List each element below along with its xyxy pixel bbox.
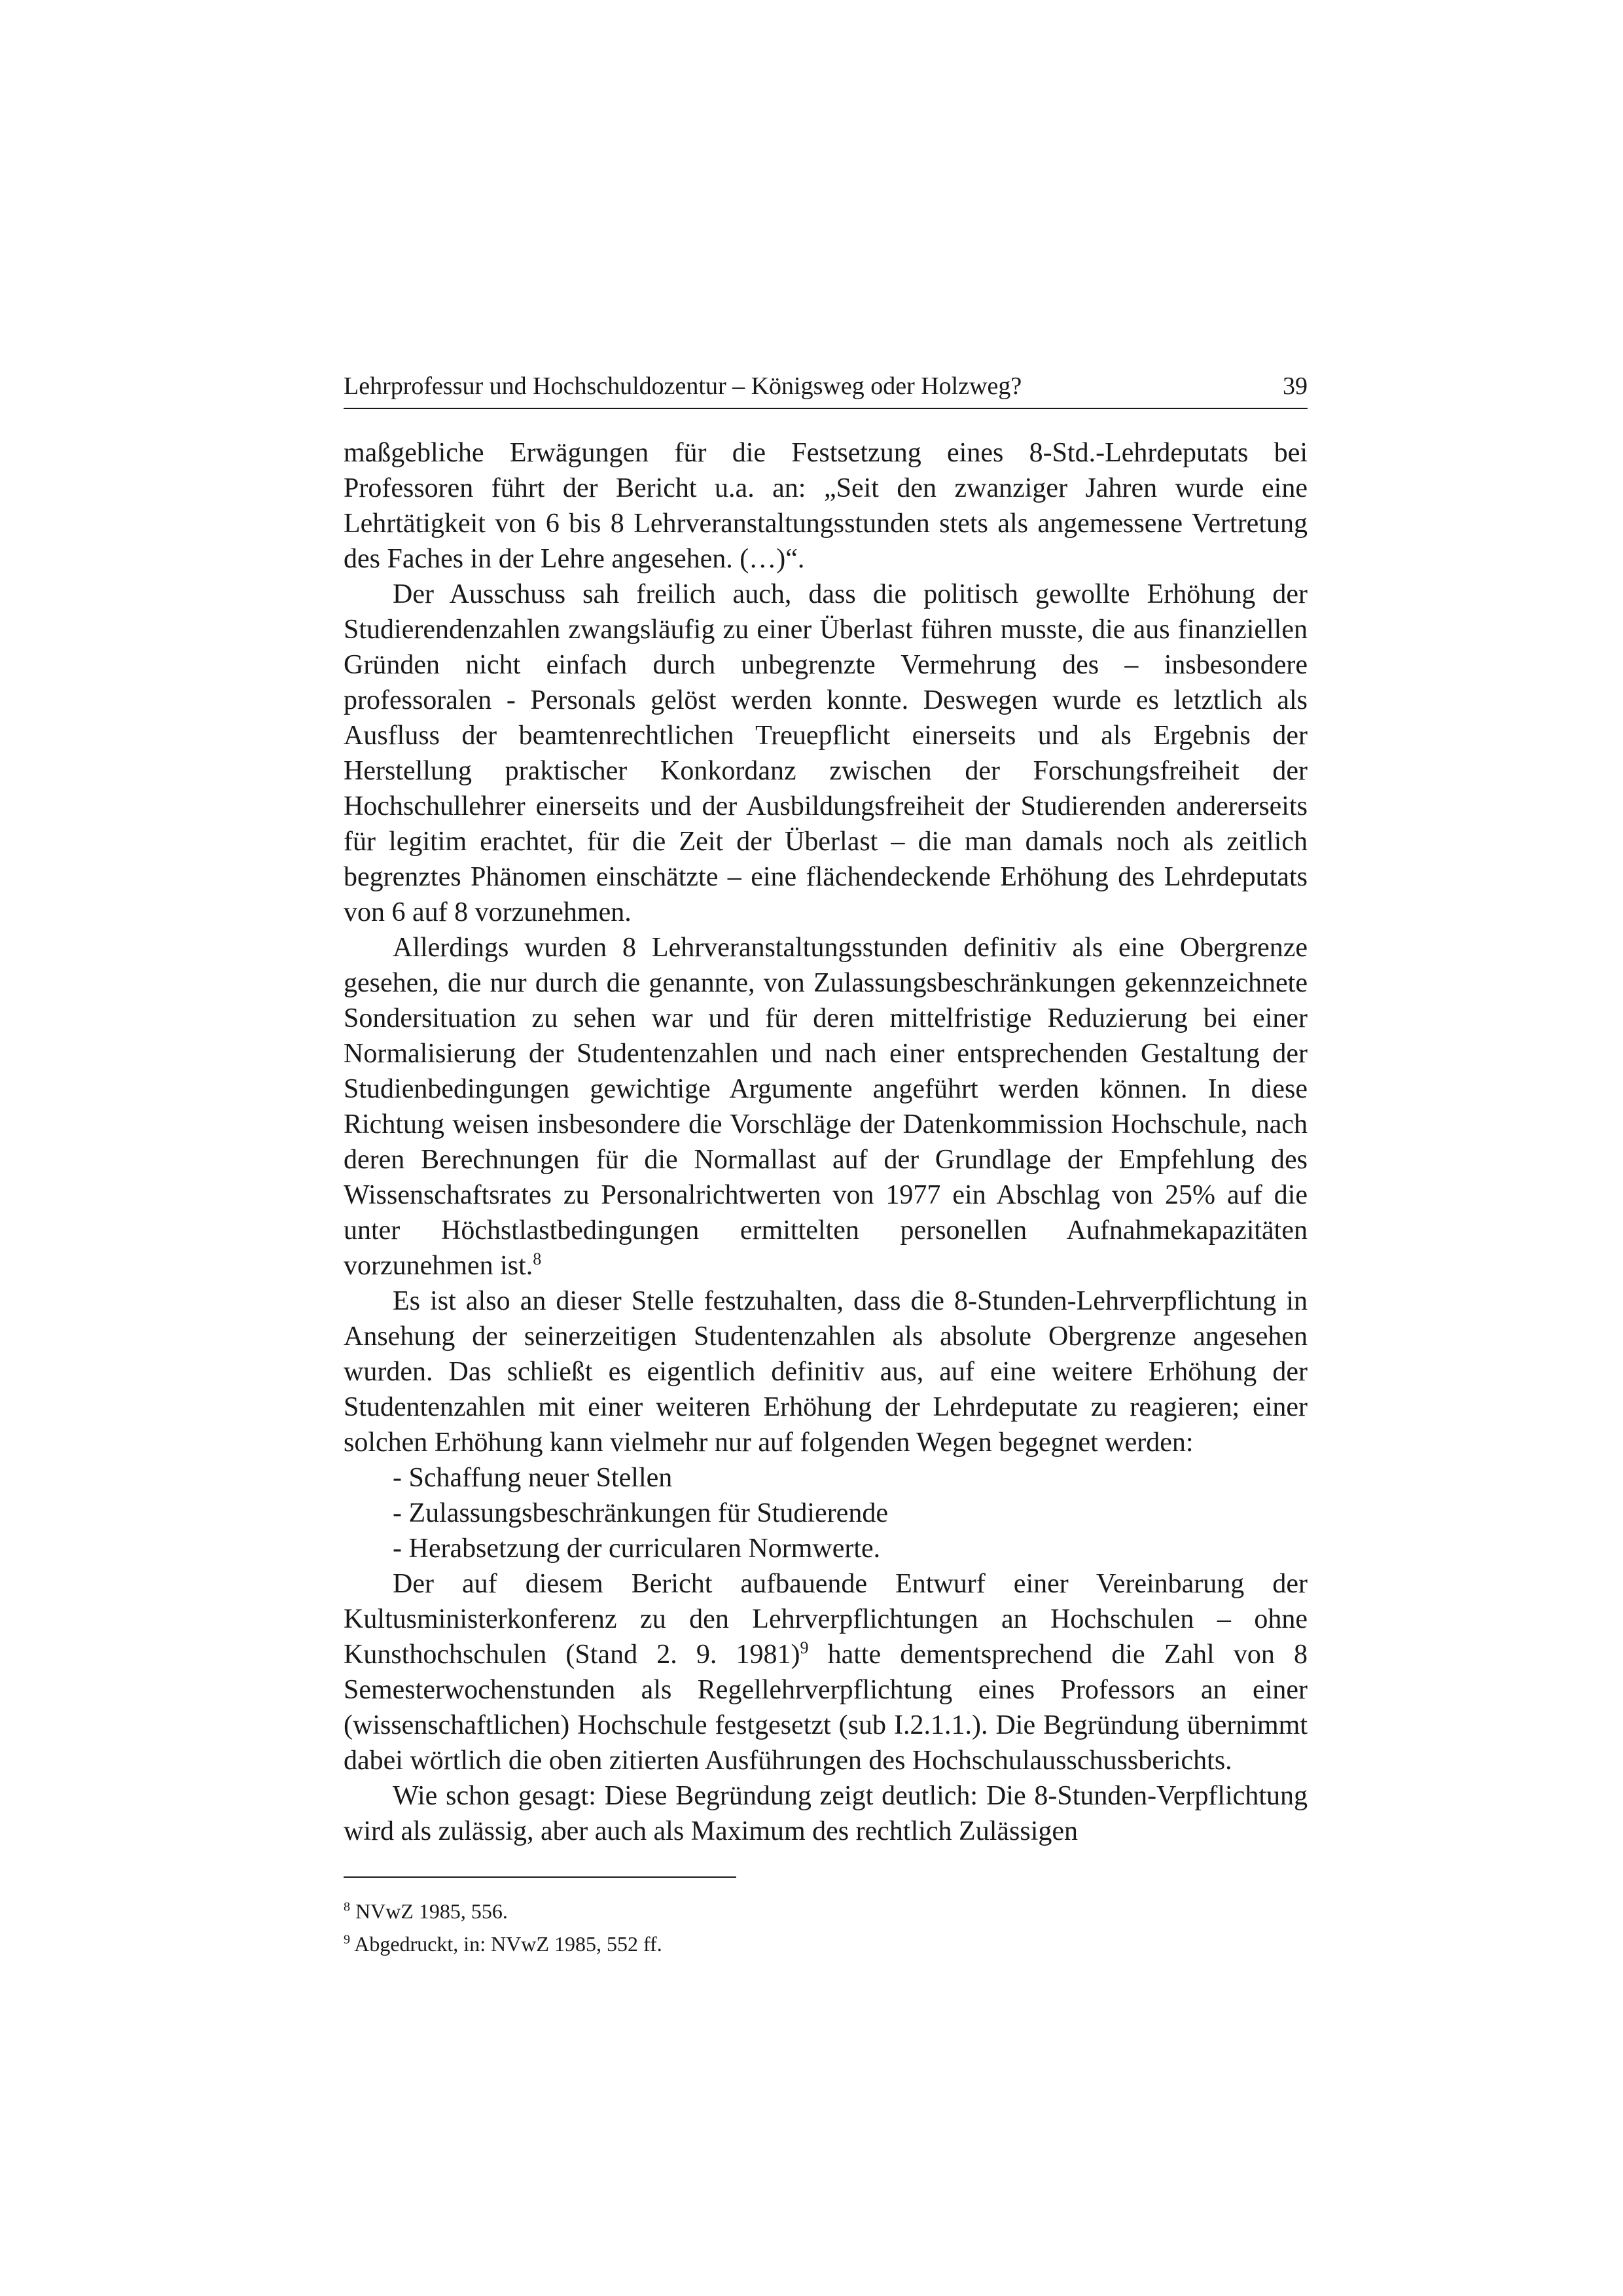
footnote-number: 9	[344, 1932, 350, 1947]
footnote-divider	[344, 1876, 736, 1878]
paragraph-2: Der Ausschuss sah freilich auch, dass die politisch gewollte Erhöhung der Studierendenzahlen zwangsläufig zu einer Überlast führen musste, die aus finanziellen Gründen nicht einfach durch unbegrenzte Vermehrung des – insbesondere professoralen - Personals gelöst werden konnte. Deswegen wurde es letztlich als Ausfluss der beamtenrechtlichen Treuepflicht einerseits und als Ergebnis der Herstellung praktischer Konkordanz zwischen der Forschungsfreiheit der Hochschullehrer einerseits und der Ausbildungsfreiheit der Studierenden andererseits für legitim erachtet, für die Zeit der Überlast – die man damals noch als zeitlich begrenztes Phänomen einschätzte – eine flächendeckende Erhöhung des Lehrdeputats von 6 auf 8 vorzunehmen.	[344, 579, 1308, 927]
paragraph-5-text-a: Der auf diesem Bericht aufbauende Entwurf einer Vereinbarung der Kultusministerkonferenz zu den Lehrverpflichtungen an Hochschulen – ohne Kunsthochschulen (Stand 2. 9. 1981)	[344, 1569, 1308, 1670]
paragraph-5	[344, 1566, 1308, 1778]
running-header	[344, 370, 1308, 409]
footnote-ref-9[interactable]: 9	[800, 1638, 809, 1657]
paragraph-6: Wie schon gesagt: Diese Begründung zeigt deutlich: Die 8-Stunden-Verpflichtung wird als zulässig, aber auch als Maximum des rechtlich Zulässigen	[344, 1781, 1308, 1846]
body-text	[344, 435, 1308, 1849]
paragraph-1: maßgebliche Erwägungen für die Festsetzung eines 8-Std.-Lehrdeputats bei Professoren führt der Bericht u.a. an: „Seit den zwanziger Jahren wurde eine Lehrtätigkeit von 6 bis 8 Lehrveranstaltungsstunden stets als angemessene Vertretung des Faches in der Lehre angesehen. (…)“.	[344, 438, 1308, 574]
footnote-text: NVwZ 1985, 556.	[355, 1899, 508, 1923]
paragraph-4: Es ist also an dieser Stelle festzuhalten, dass die 8-Stunden-Lehrverpflichtung in Ansehung der seinerzeitigen Studentenzahlen als absolute Obergrenze angesehen wurden. Das schließt es eigentlich definitiv aus, auf eine weitere Erhöhung der Studentenzahlen mit einer weiteren Erhöhung der Lehrdeputate zu reagieren; einer solchen Erhöhung kann vielmehr nur auf folgenden Wegen begegnet werden:	[344, 1286, 1308, 1458]
footnote-9	[344, 1928, 1308, 1960]
footnotes	[344, 1876, 1308, 1960]
measures-list	[344, 1460, 1308, 1566]
page-number: 39	[1283, 372, 1308, 400]
list-item: - Schaffung neuer Stellen	[393, 1463, 673, 1493]
running-title: Lehrprofessur und Hochschuldozentur – Königsweg oder Holzweg?	[344, 372, 1022, 400]
footnote-ref-8[interactable]: 8	[533, 1249, 542, 1268]
list-item: - Herabsetzung der curricularen Normwerte.	[393, 1534, 881, 1564]
list-item: - Zulassungsbeschränkungen für Studierende	[393, 1498, 888, 1528]
footnote-number: 8	[344, 1899, 350, 1914]
footnote-text: Abgedruckt, in: NVwZ 1985, 552 ff.	[354, 1932, 662, 1956]
document-page	[344, 370, 1308, 1960]
footnote-8	[344, 1895, 1308, 1928]
paragraph-3-text: Allerdings wurden 8 Lehrveranstaltungsstunden definitiv als eine Obergrenze gesehen, die nur durch die genannte, von Zulassungsbeschränkungen gekennzeichnete Sondersituation zu sehen war und für deren mittelfristige Reduzierung bei einer Normalisierung der Studentenzahlen und nach einer entsprechenden Gestaltung der Studienbedingungen gewichtige Argumente angeführt werden können. In diese Richtung weisen insbesondere die Vorschläge der Datenkommission Hochschule, nach deren Berechnungen für die Normallast auf der Grundlage der Empfehlung des Wissenschaftsrates zu Personalrichtwerten von 1977 ein Abschlag von 25% auf die unter Höchstlastbedingungen ermittelten personellen Aufnahmekapazitäten vorzunehmen ist.	[344, 933, 1308, 1281]
paragraph-5-text-b: hatte dementsprechend die Zahl von 8 Semesterwochenstunden als Regellehrverpflichtung eines Professors an einer (wissenschaftlichen) Hochschule festgesetzt (sub I.2.1.1.). Die Begründung übernimmt dabei wörtlich die oben zitierten Ausführungen des Hochschulausschussberichts.	[344, 1640, 1308, 1776]
paragraph-3	[344, 930, 1308, 1283]
